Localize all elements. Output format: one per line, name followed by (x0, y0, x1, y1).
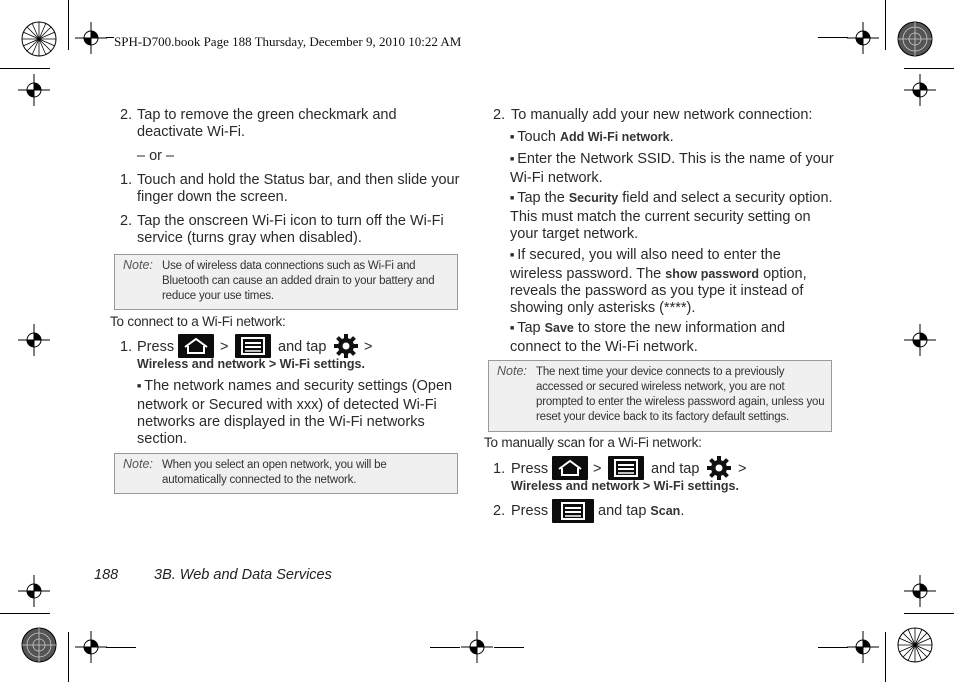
step-number: 2. (120, 213, 133, 229)
note-box (114, 453, 458, 494)
crosshair-mark-icon (847, 631, 879, 663)
crosshair-mark-icon (847, 22, 879, 54)
menu-key-icon (235, 334, 271, 358)
separator: > (220, 339, 229, 355)
crosshair-mark-icon (18, 575, 50, 607)
step-text: and tap (651, 461, 700, 477)
section-title: 3B. Web and Data Services (154, 567, 332, 583)
home-key-icon (552, 456, 588, 480)
crosshair-mark-icon (904, 74, 936, 106)
step-number: 2. (120, 107, 133, 123)
step-number: 1. (493, 461, 506, 477)
or-separator: – or – (137, 148, 175, 164)
separator: > (593, 461, 602, 477)
bullet-item: ■ Tap Save to store the new information and connect to the Wi-Fi network. (510, 320, 810, 356)
note-text: Use of wireless data connections such as Wi-Fi and Bluetooth can cause an added drain to your battery and reduce your use times. (162, 260, 435, 302)
crosshair-mark-icon (18, 324, 50, 356)
step-text: Press (137, 339, 175, 355)
note-box (114, 254, 458, 310)
bullet-item: ■ Enter the Network SSID. This is the name of your Wi-Fi network. (510, 151, 835, 187)
bullet-item: ■ If secured, you will also need to enter the wireless password. The show password option, reveals the password as you type it instead of showing only asterisks (****). (510, 247, 835, 317)
note-label: Note: (497, 364, 527, 378)
bullet-item: ■ The network names and security settings (Open network or Secured with xxx) of detected Wi-Fi networks are displayed in the Wi-Fi networks section. (137, 378, 457, 448)
section-heading: To manually scan for a Wi-Fi network: (484, 435, 702, 450)
note-text: The next time your device connects to a previously accessed or secured wireless network, you are not prompted to enter the wireless password again, unless you reset your device back to its factory default settings. (536, 366, 825, 423)
home-key-icon (178, 334, 214, 358)
step-text: and tap (278, 339, 327, 355)
step-number: 2. (493, 107, 506, 123)
crosshair-mark-icon (18, 74, 50, 106)
registration-target-icon (896, 626, 934, 664)
section-heading: To connect to a Wi-Fi network: (110, 314, 286, 329)
note-box (488, 360, 832, 432)
crosshair-mark-icon (461, 631, 493, 663)
step-number: 1. (120, 172, 133, 188)
registration-target-icon (20, 626, 58, 664)
crosshair-mark-icon (75, 631, 107, 663)
step-text: Press (511, 503, 549, 519)
registration-target-icon (20, 20, 58, 58)
separator: > (364, 339, 373, 355)
step-text: Touch and hold the Status bar, and then slide your finger down the screen. (137, 172, 460, 205)
menu-key-icon (552, 499, 594, 523)
settings-gear-icon (706, 455, 732, 481)
step-text: Tap to remove the green checkmark and deactivate Wi-Fi. (137, 107, 397, 140)
bullet-item: ■ Touch Add Wi-Fi network. (510, 129, 832, 148)
menu-key-icon (608, 456, 644, 480)
menu-path: Wireless and network > Wi-Fi settings. (511, 479, 739, 493)
note-text: When you select an open network, you will be automatically connected to the network. (162, 459, 387, 486)
note-label: Note: (123, 258, 153, 272)
step-number: 2. (493, 503, 506, 519)
crosshair-mark-icon (904, 324, 936, 356)
step-text: Tap the onscreen Wi-Fi icon to turn off the Wi-Fi service (turns gray when disabled). (137, 213, 444, 246)
step-text: To manually add your new network connection: (511, 107, 813, 123)
settings-gear-icon (333, 333, 359, 359)
step-number: 1. (120, 339, 133, 355)
note-label: Note: (123, 457, 153, 471)
registration-target-icon (896, 20, 934, 58)
page-number: 188 (94, 567, 119, 583)
menu-path: Wireless and network > Wi-Fi settings. (137, 357, 365, 371)
running-head: SPH-D700.book Page 188 Thursday, December 9, 2010 10:22 AM (114, 34, 462, 49)
step-text: Press (511, 461, 549, 477)
crosshair-mark-icon (904, 575, 936, 607)
crosshair-mark-icon (75, 22, 107, 54)
separator: > (738, 461, 747, 477)
step-text: and tap Scan. (598, 503, 685, 519)
bullet-item: ■ Tap the Security field and select a security option. This must match the current security setting on your target network. (510, 190, 835, 243)
